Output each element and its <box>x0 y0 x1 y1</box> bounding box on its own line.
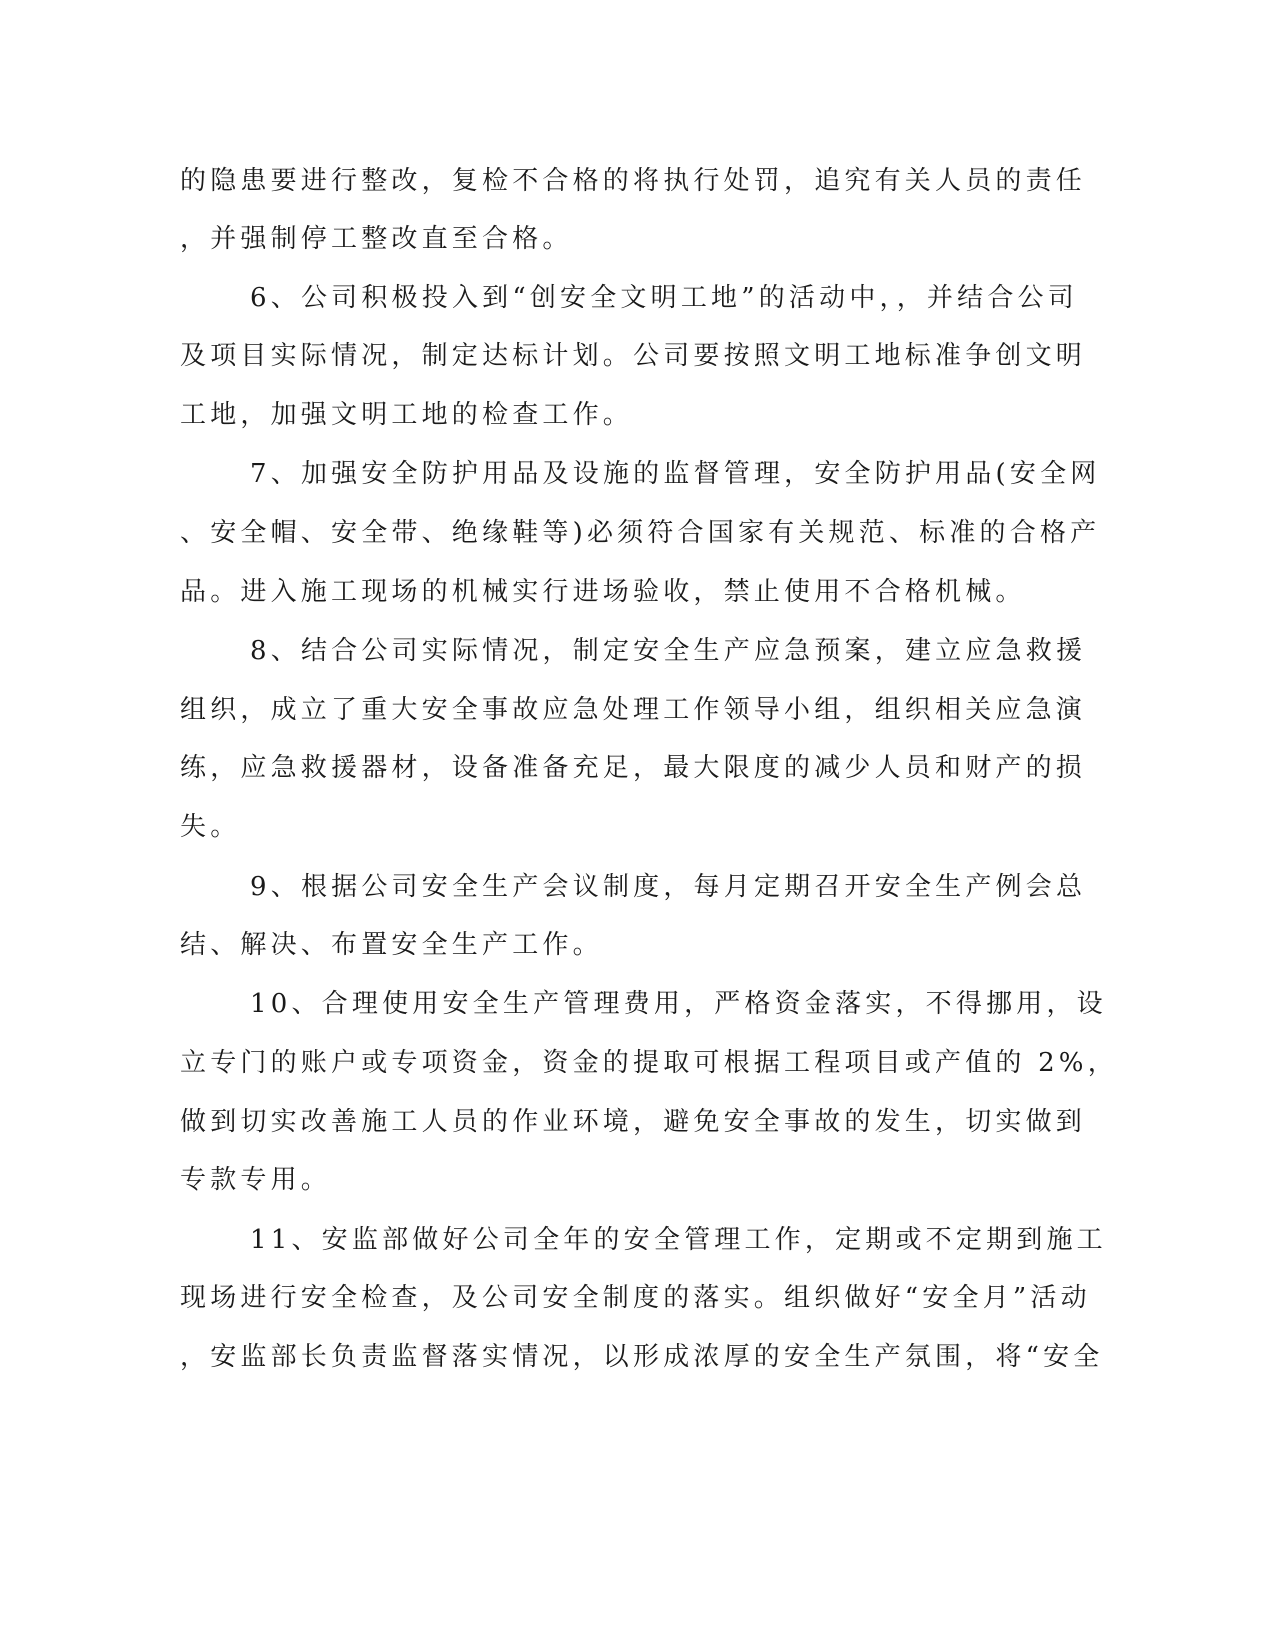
paragraph-10-line: 10、合理使用安全生产管理费用，严格资金落实，不得挪用，设 <box>250 989 1107 1019</box>
paragraph-8-line: 8、结合公司实际情况，制定安全生产应急预案，建立应急救援 <box>250 636 1087 666</box>
text-line: 、安全帽、安全带、绝缘鞋等)必须符合国家有关规范、标准的合格产 <box>180 518 1101 548</box>
text-line: 工地，加强文明工地的检查工作。 <box>180 400 634 430</box>
text-line: 品。进入施工现场的机械实行进场验收，禁止使用不合格机械。 <box>180 577 1026 607</box>
text-line: 结、解决、布置安全生产工作。 <box>180 930 603 960</box>
text-line: 失。 <box>180 812 241 842</box>
text-line: 练，应急救援器材，设备准备充足，最大限度的减少人员和财产的损 <box>180 753 1087 783</box>
paragraph-9-line: 9、根据公司安全生产会议制度，每月定期召开安全生产例会总 <box>250 872 1087 902</box>
text-line: 现场进行安全检查，及公司安全制度的落实。组织做好“安全月”活动 <box>180 1283 1091 1313</box>
text-line: 的隐患要进行整改，复检不合格的将执行处罚，追究有关人员的责任 <box>180 166 1087 196</box>
text-line: 立专门的账户或专项资金，资金的提取可根据工程项目或产值的 2%， <box>180 1048 1118 1078</box>
paragraph-11-line: 11、安监部做好公司全年的安全管理工作，定期或不定期到施工 <box>250 1225 1107 1255</box>
paragraph-6-line: 6、公司积极投入到“创安全文明工地”的活动中，，并结合公司 <box>250 283 1078 313</box>
text-line: 专款专用。 <box>180 1165 332 1195</box>
text-line: ，安监部长负责监督落实情况，以形成浓厚的安全生产氛围，将“安全 <box>180 1342 1104 1372</box>
paragraph-7-line: 7、加强安全防护用品及设施的监督管理，安全防护用品(安全网 <box>250 459 1101 489</box>
text-line: 及项目实际情况，制定达标计划。公司要按照文明工地标准争创文明 <box>180 341 1087 371</box>
text-line: 做到切实改善施工人员的作业环境，避免安全事故的发生，切实做到 <box>180 1107 1087 1137</box>
text-line: ，并强制停工整改直至合格。 <box>180 224 573 254</box>
text-line: 组织，成立了重大安全事故应急处理工作领导小组，组织相关应急演 <box>180 695 1087 725</box>
